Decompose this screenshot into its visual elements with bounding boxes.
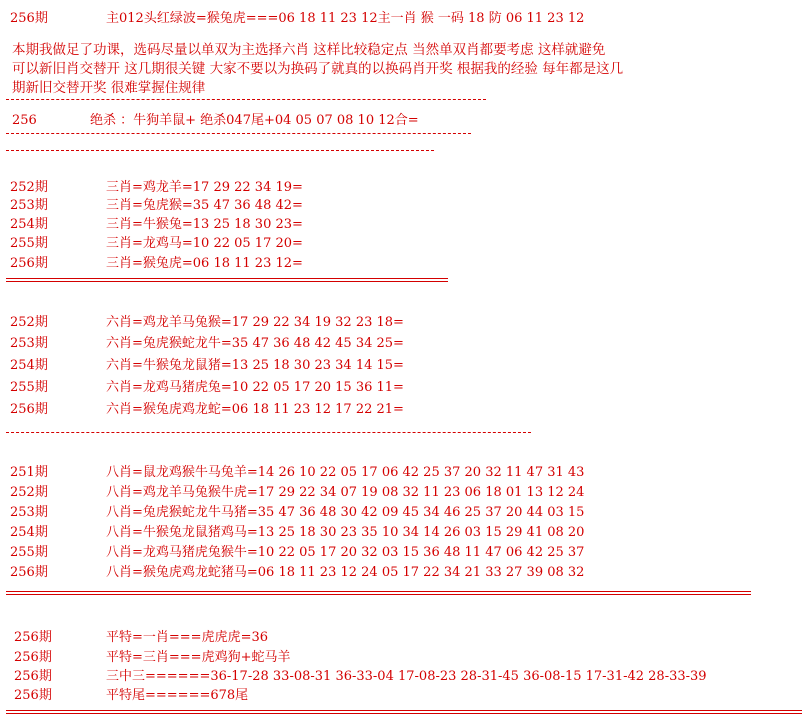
row-content: 三肖=鸡龙羊=17 29 22 34 19= [106,180,303,195]
row-period: 256期 [14,650,52,665]
divider [6,591,751,595]
row-content: 八肖=鼠龙鸡猴牛马兔羊=14 26 10 22 05 17 06 42 25 37 20 32 11 47 31 43 [106,465,585,480]
row-content: 平特=三肖===虎鸡狗+蛇马羊 [106,650,291,665]
row-period: 252期 [10,485,48,500]
row-period: 251期 [10,465,48,480]
row-content: 三肖=猴兔虎=06 18 11 23 12= [106,256,303,271]
row-content: 六肖=猴兔虎鸡龙蛇=06 18 11 23 12 17 22 21= [106,402,404,417]
row-period: 255期 [10,380,48,395]
row-content: 三中三======36-17-28 33-08-31 36-33-04 17-08-23 28-31-45 36-08-15 17-31-42 28-33-39 [106,669,707,684]
divider [6,99,486,103]
row-content: 平特=一肖===虎虎虎=36 [106,630,269,645]
row-period: 256期 [14,630,52,645]
row-period: 256期 [14,669,52,684]
row-period: 254期 [10,217,48,232]
row-content: 三肖=兔虎猴=35 47 36 48 42= [106,198,303,213]
row-period: 256期 [10,565,48,580]
row-period: 254期 [10,525,48,540]
intro-line-1: 本期我做足了功课，选码尽量以单双为主选择六肖 这样比较稳定点 当然单双肖都要考虑 这样就避免 [12,42,606,58]
kill-period: 256 [12,113,37,128]
row-period: 252期 [10,180,48,195]
row-content: 八肖=牛猴兔龙鼠猪鸡马=13 25 18 30 23 35 10 34 14 26 03 15 29 41 08 20 [106,525,585,540]
intro-line-2: 可以新旧肖交替开 这几期很关键 大家不要以为换码了就真的以换码肖开奖 根据我的经验 每年都是这几 [12,61,624,77]
kill-content: 绝杀 ：牛狗羊鼠+ 绝杀047尾+04 05 07 08 10 12合= [90,113,419,128]
row-period: 255期 [10,545,48,560]
row-content: 六肖=牛猴兔龙鼠猪=13 25 18 30 23 34 14 15= [106,358,404,373]
header-period: 256期 [10,11,48,26]
row-period: 253期 [10,505,48,520]
row-period: 256期 [14,688,52,703]
row-content: 六肖=鸡龙羊马兔猴=17 29 22 34 19 32 23 18= [106,315,404,330]
row-period: 256期 [10,402,48,417]
row-period: 255期 [10,236,48,251]
row-content: 六肖=龙鸡马猪虎兔=10 22 05 17 20 15 36 11= [106,380,404,395]
row-content: 八肖=龙鸡马猪虎兔猴牛=10 22 05 17 20 32 03 15 36 48 11 47 06 42 25 37 [106,545,585,560]
divider [6,133,471,137]
row-content: 六肖=兔虎猴蛇龙牛=35 47 36 48 42 45 34 25= [106,336,404,351]
row-content: 三肖=牛猴兔=13 25 18 30 23= [106,217,303,232]
row-content: 八肖=鸡龙羊马兔猴牛虎=17 29 22 34 07 19 08 32 11 23 06 18 01 13 12 24 [106,485,585,500]
row-content: 三肖=龙鸡马=10 22 05 17 20= [106,236,303,251]
divider [6,150,434,154]
row-period: 254期 [10,358,48,373]
row-content: 平特尾======678尾 [106,688,249,703]
row-period: 256期 [10,256,48,271]
divider [6,278,448,282]
divider [6,710,802,714]
row-content: 八肖=猴兔虎鸡龙蛇猪马=06 18 11 23 12 24 05 17 22 34 21 33 27 39 08 32 [106,565,585,580]
divider [6,432,531,436]
row-period: 253期 [10,198,48,213]
header-headline: 主012头红绿波=猴兔虎===06 18 11 23 12主一肖 猴 一码 18 防 06 11 23 12 [106,11,585,26]
row-period: 252期 [10,315,48,330]
row-content: 八肖=兔虎猴蛇龙牛马猪=35 47 36 48 30 42 09 45 34 46 25 37 20 44 03 15 [106,505,585,520]
intro-line-3: 期新旧交替开奖 很难掌握住规律 [12,80,206,96]
row-period: 253期 [10,336,48,351]
